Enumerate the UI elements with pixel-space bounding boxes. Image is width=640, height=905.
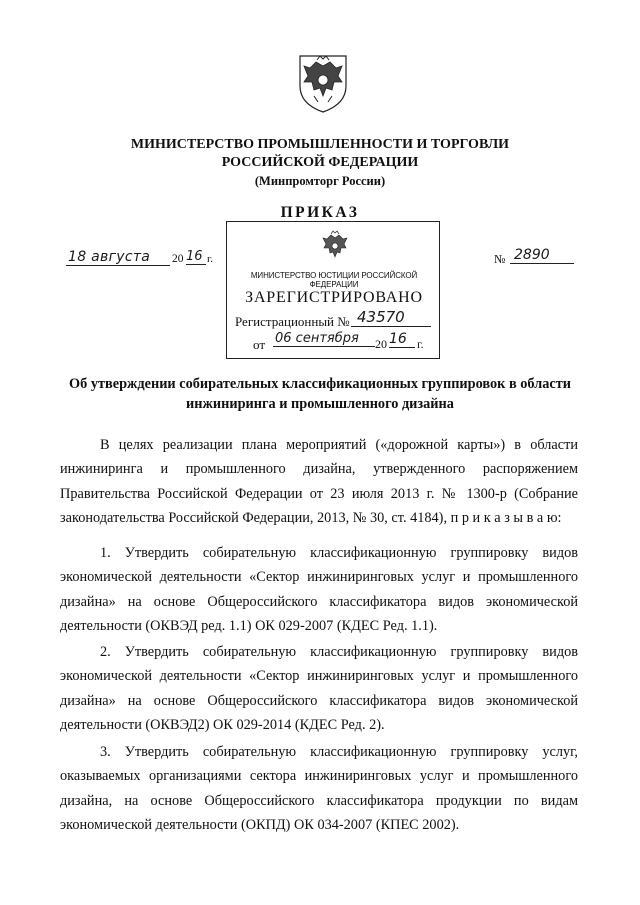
clause-3-paragraph: 3. Утвердить собирательную классификационную группировку услуг, оказываемых организациями сектора инжиниринговых услуг и промышленного дизайна, на основе Общероссийского классификатора продукции по видам экономической деятельности (ОКПД) ОК 034-2007 (КПЕС 2002). xyxy=(60,744,578,834)
order-date: 18 августа xyxy=(66,249,170,266)
clause-2-paragraph: 2. Утвердить собирательную классификационную группировку видов экономической деятельности «Сектор инжиниринговых услуг и промышленного дизайна» на основе Общероссийского классификатора видов экономической деятельности (ОКВЭД2) ОК 029-2014 (КДЕС Ред. 2). xyxy=(60,644,578,734)
stamp-year: 16 xyxy=(389,331,415,348)
registration-stamp xyxy=(226,221,440,359)
order-year-suffix: г. xyxy=(207,253,214,265)
stamp-emblem-icon xyxy=(320,230,350,264)
ministry-name xyxy=(60,136,580,190)
order-number-sign: № xyxy=(494,252,506,266)
ministry-line2: РОССИЙСКОЙ ФЕДЕРАЦИИ xyxy=(221,155,419,170)
subject-line2: инжиниринга и промышленного дизайна xyxy=(186,395,454,412)
order-year-prefix: 20 xyxy=(172,253,184,265)
order-year: 16 xyxy=(186,249,206,265)
stamp-year-suffix: г. xyxy=(417,337,424,351)
stamp-status: ЗАРЕГИСТРИРОВАНО xyxy=(245,289,423,306)
clause-1-paragraph: 1. Утвердить собирательную классификационную группировку видов экономической деятельности «Сектор инжиниринговых услуг и промышленного дизайна» на основе Общероссийского классификатора видов экономической деятельности (ОКВЭД ред. 1.1) ОК 029-2007 (КДЕС Ред. 1.1). xyxy=(60,545,578,635)
ministry-line1: МИНИСТЕРСТВО ПРОМЫШЛЕННОСТИ И ТОРГОВЛИ xyxy=(130,137,510,152)
russian-coat-of-arms-icon xyxy=(296,52,350,114)
ministry-short: (Минпромторг России) xyxy=(254,174,386,188)
stamp-reg-number-label: Регистрационный № xyxy=(235,314,350,329)
order-title: ПРИКАЗ xyxy=(280,204,360,221)
order-subject xyxy=(60,375,580,414)
order-number: 2890 xyxy=(510,247,574,264)
stamp-reg-number: 43570 xyxy=(351,308,431,327)
preamble-paragraph: В целях реализации плана мероприятий («дорожной карты») в области инжиниринга и промышленного дизайна, утвержденного распоряжением Правительства Российской Федерации от 23 июля 2013 г. № 1300-р (Собрание законодательства Российской Федерации, 2013, № 30, ст. 4184), п р и к а з ы в а ю: xyxy=(60,437,578,527)
stamp-date: 06 сентября xyxy=(273,331,375,347)
stamp-year-prefix: 20 xyxy=(375,337,387,351)
stamp-ministry: МИНИСТЕРСТВО ЮСТИЦИИ РОССИЙСКОЙ ФЕДЕРАЦИИ xyxy=(250,271,418,289)
stamp-date-prefix: от xyxy=(253,337,266,352)
subject-line1: Об утверждении собирательных классификационных группировок в области xyxy=(68,376,572,392)
